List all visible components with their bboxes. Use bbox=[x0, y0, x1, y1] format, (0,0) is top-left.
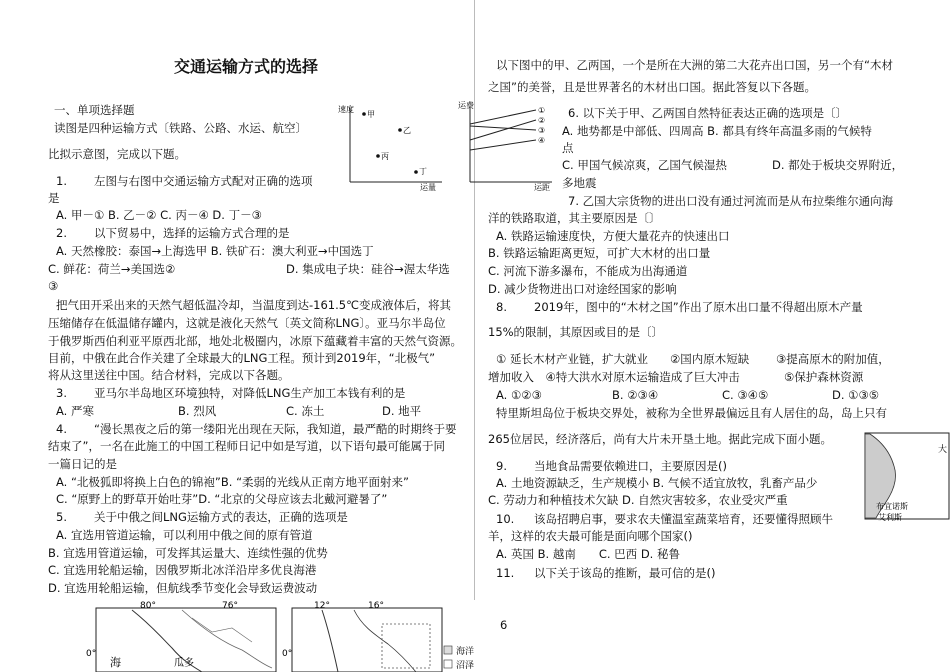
question-number: 2. bbox=[56, 226, 67, 240]
section-heading: 一、单项选择题 bbox=[54, 103, 135, 117]
option-d: D. 宜选用轮船运输，但航线季节变化会导致运费波动 bbox=[48, 581, 318, 595]
point-yi bbox=[398, 128, 402, 132]
question-options: 点 bbox=[562, 141, 574, 155]
intro-line: 比拟示意图，完成以下题。 bbox=[48, 147, 186, 161]
question-text: 洋的铁路取道，其主要原因是〔〕 bbox=[488, 211, 661, 225]
option-b: B. 烈风 bbox=[178, 404, 217, 418]
column-divider bbox=[474, 0, 475, 600]
statement-1: ① 延长木材产业链，扩大就业 bbox=[496, 352, 648, 366]
option-a: A. 严寒 bbox=[56, 404, 94, 418]
question-options: C. 劳动力和种植技术欠缺 D. 自然灾害较多，农业受灾严重 bbox=[488, 493, 788, 507]
question-number: 11. bbox=[496, 566, 515, 580]
question-number: 5. bbox=[56, 510, 67, 524]
point-label: 丙 bbox=[381, 152, 389, 161]
y-axis-label: 运费 bbox=[458, 101, 474, 110]
point-label: 乙 bbox=[403, 126, 411, 135]
option-b: B. 宜选用管道运输，可发挥其运量大、连续性强的优势 bbox=[48, 546, 328, 560]
map-right-frame bbox=[292, 608, 442, 672]
question-options: A. “北极狐即将换上白色的锦袍”B. “柔弱的光线从正南方地平面射来” bbox=[56, 475, 410, 489]
ocean-label: 大 bbox=[938, 445, 948, 455]
south-atlantic-map bbox=[864, 432, 950, 520]
question-option: C. 鲜花：荷兰→美国选② bbox=[48, 262, 176, 276]
passage-line: 于俄罗斯西伯利亚平原西北部，地处北极圈内，冰原下蕴藏着丰富的天然气资源。 bbox=[48, 334, 462, 348]
point-jia bbox=[362, 112, 366, 116]
option-c: C. 冻土 bbox=[286, 404, 325, 418]
option-b: B. ②③④ bbox=[612, 388, 659, 402]
series-line-1 bbox=[470, 110, 536, 124]
question-options: A. 地势都是中部低、四周高 B. 都具有终年高温多雨的气候特 bbox=[562, 124, 872, 138]
option-c: C. 河流下游多瀑布，不能成为出海通道 bbox=[488, 264, 688, 278]
question-number: 10. bbox=[496, 512, 515, 526]
question-number: 1. bbox=[56, 174, 67, 188]
passage-line: 把气田开采出来的天然气超低温冷却，当温度到达-161.5℃变成液体后，将其 bbox=[56, 298, 451, 312]
x-axis-label: 运量 bbox=[420, 183, 436, 192]
page-title: 交通运输方式的选择 bbox=[174, 57, 319, 76]
question-options: C. “原野上的野草开始吐芽”D. “北京的父母应该去北戴河避暑了” bbox=[56, 492, 388, 506]
passage-line: 之国”的美誉，且是世界著名的木材出口国。据此答复以下各题。 bbox=[488, 80, 816, 94]
point-label: 甲 bbox=[367, 110, 375, 119]
option-a: A. ①②③ bbox=[496, 388, 542, 402]
legend-swamp-swatch bbox=[444, 660, 452, 668]
legend-ocean-label: 海洋 bbox=[456, 647, 475, 657]
question-text: 左图与右图中交通运输方式配对正确的选项 bbox=[94, 174, 313, 188]
option-a: A. 宜选用管道运输，可以利用中俄之间的原有管道 bbox=[56, 528, 313, 542]
option-c: C. 甲国气候凉爽，乙国气候湿热 bbox=[562, 158, 727, 172]
passage-line: 将从这里送往中国。结合材料，完成以下各题。 bbox=[48, 368, 290, 382]
question-text: 以下关于该岛的推断，最可信的是() bbox=[534, 566, 716, 580]
transport-cost-chart bbox=[456, 100, 556, 192]
option-c: C. 宜选用轮船运输，因俄罗斯北冰洋沿岸多优良海港 bbox=[48, 563, 317, 577]
statement-3: ③提高原木的附加值， bbox=[776, 352, 890, 366]
option-c: C. ③④⑤ bbox=[722, 388, 769, 402]
question-options: A. 甲－① B. 乙－② C. 丙－④ D. 丁－③ bbox=[56, 208, 262, 222]
option-b: B. 铁路运输距离更短，可扩大木材的出口量 bbox=[488, 246, 711, 260]
option-d: D. 都处于板块交界附近， bbox=[772, 158, 904, 172]
city-label: 布宜诺斯 bbox=[876, 502, 908, 511]
question-options: A. 英国 B. 越南 C. 巴西 D. 秘鲁 bbox=[496, 547, 680, 561]
question-text: 2019年，图中的“木材之国”作出了原木出口量不得超出原木产量 bbox=[534, 300, 863, 314]
question-text: 当地食品需要依赖进口，主要原因是() bbox=[534, 459, 727, 473]
latitude-label: 0° bbox=[282, 649, 293, 659]
question-text: “漫长黑夜之后的第一缕阳光出现在天际，我知道，最严酷的时期终于要 bbox=[94, 422, 457, 436]
question-text: 关于中俄之间LNG运输方式的表达，正确的选项是 bbox=[94, 510, 348, 524]
question-text: 以下贸易中，选择的运输方式合理的是 bbox=[94, 226, 290, 240]
statement-2: ②国内原木短缺 bbox=[670, 352, 750, 366]
point-ding bbox=[414, 170, 418, 174]
question-number: 9. bbox=[496, 459, 507, 473]
passage-line: 265位居民，经济落后，尚有大片未开垦土地。据此完成下面小题。 bbox=[488, 432, 832, 446]
line-label: ② bbox=[538, 116, 546, 125]
option-d: D. ①③⑤ bbox=[832, 388, 880, 402]
statement-4: 增加收入 ④特大洪水对原木运输造成了巨大冲击 bbox=[488, 370, 740, 384]
transport-speed-chart bbox=[336, 100, 446, 192]
point-label: 丁 bbox=[419, 167, 427, 176]
series-line-2 bbox=[470, 120, 536, 140]
question-text: 一篇日记的是 bbox=[48, 457, 117, 471]
longitude-label: 16° bbox=[368, 601, 384, 611]
question-option: ③ bbox=[48, 279, 59, 293]
question-text: 是 bbox=[48, 191, 60, 205]
question-number: 3. bbox=[56, 386, 67, 400]
question-text: 亚马尔半岛地区环境独特，对降低LNG生产加工本钱有利的是 bbox=[94, 386, 406, 400]
question-text: 15%的限制，其原因或目的是〔〕 bbox=[488, 325, 664, 339]
question-text: 结束了”，一名在此施工的中国工程师日记中如是写道，以下语句最可能属于同 bbox=[48, 439, 445, 453]
statement-5: ⑤保护森林资源 bbox=[784, 370, 864, 384]
series-line-3 bbox=[470, 126, 536, 130]
passage-line: 特里斯坦岛位于板块交界处，被称为全世界最偏远且有人居住的岛，岛上只有 bbox=[496, 406, 887, 420]
option-d: 多地震 bbox=[562, 176, 597, 190]
question-option: D. 集成电子块：硅谷→渥太华选 bbox=[286, 262, 450, 276]
sea-label: 海 bbox=[110, 656, 121, 669]
line-label: ① bbox=[538, 106, 546, 115]
legend-swamp-label: 沼泽 bbox=[456, 661, 475, 671]
city-label: 艾利斯 bbox=[878, 513, 902, 522]
question-text: 6. 以下关于甲、乙两国自然特征表达正确的选项是〔〕 bbox=[568, 106, 848, 120]
question-text: 该岛招聘启事，要求农夫懂温室蔬菜培育，还要懂得照顾牛 bbox=[534, 512, 833, 526]
y-axis-label: 速度 bbox=[338, 105, 354, 114]
question-text: 7. 乙国大宗货物的进出口没有通过河流而是从布拉柴维尔通向海 bbox=[568, 194, 894, 208]
line-label: ④ bbox=[538, 136, 546, 145]
question-options: A. 土地资源缺乏，生产规模小 B. 气候不适宜放牧，乳畜产品少 bbox=[496, 476, 818, 490]
question-number: 8. bbox=[496, 300, 507, 314]
option-d: D. 减少货物进出口对途经国家的影响 bbox=[488, 282, 677, 296]
passage-line: 压缩储存在低温储存罐内，这就是液化天然气〔英文简称LNG〕。亚马尔半岛位 bbox=[48, 316, 446, 330]
passage-line: 以下图中的甲、乙两国，一个是所在大洲的第二大花卉出口国，另一个有“木材 bbox=[496, 58, 893, 72]
option-d: D. 地平 bbox=[382, 404, 422, 418]
passage-line: 目前，中俄在此合作关建了全球最大的LNG工程。预计到2019年，“北极气” bbox=[48, 351, 436, 365]
longitude-label: 80° bbox=[140, 601, 156, 611]
point-bing bbox=[376, 154, 380, 158]
page-number: 6 bbox=[500, 618, 508, 632]
legend-ocean-swatch bbox=[444, 646, 452, 654]
x-axis-label: 运距 bbox=[534, 183, 550, 192]
bottom-maps bbox=[86, 598, 492, 672]
option-a: A. 铁路运输速度快，方便大量花卉的快速出口 bbox=[496, 229, 730, 243]
place-label: 瓜多 bbox=[174, 658, 194, 669]
line-label: ③ bbox=[538, 126, 546, 135]
longitude-label: 76° bbox=[222, 601, 238, 611]
latitude-label: 0° bbox=[86, 649, 97, 659]
question-number: 4. bbox=[56, 422, 67, 436]
intro-line: 读图是四种运输方式〔铁路、公路、水运、航空〕 bbox=[54, 121, 307, 135]
series-line-4 bbox=[470, 140, 536, 150]
longitude-label: 12° bbox=[314, 601, 330, 611]
question-text: 羊，这样的农夫最可能是面向哪个国家() bbox=[488, 529, 693, 543]
question-option: A. 天然橡胶：泰国→上海选甲 B. 铁矿石：澳大利亚→中国选丁 bbox=[56, 244, 374, 258]
